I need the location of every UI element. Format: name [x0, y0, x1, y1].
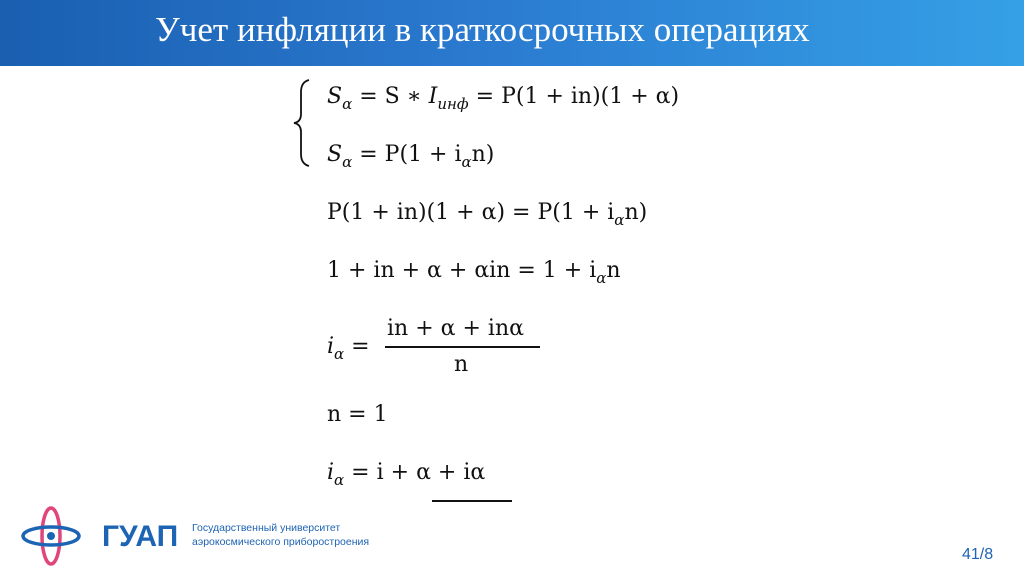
equation-2: $S_\alpha = P(1 + i_\alpha n)$	[327, 142, 495, 171]
brand-name: ГУАП	[102, 520, 179, 553]
system-brace	[291, 78, 313, 168]
page-number: 41/8	[962, 546, 994, 563]
fraction-bar	[385, 346, 540, 348]
equation-6: n = 1	[327, 402, 388, 427]
slide-title: Учет инфляции в краткосрочных операциях	[155, 10, 810, 49]
university-name: Государственный университет аэрокосмического приборостроения	[192, 522, 370, 548]
equation-7: $i_\alpha = i + \alpha + i\alpha$	[327, 460, 486, 489]
header-bar	[0, 0, 1024, 66]
equation-3: $P(1 + in)(1 + \alpha) = P(1 + i_\alpha n)$	[327, 200, 648, 229]
fraction-numerator: in + α + inα	[387, 316, 524, 341]
result-underline	[432, 500, 512, 502]
equation-1: $S_\alpha = S$ ∗ $I_{инф} = P(1 + in)(1 + \alpha)$	[327, 84, 680, 113]
guap-logo-icon	[20, 505, 82, 567]
equation-4: 1 + in + $\alpha + \alpha in = 1 + i_\alpha n$	[327, 258, 621, 287]
fraction-denominator: n	[454, 352, 469, 377]
